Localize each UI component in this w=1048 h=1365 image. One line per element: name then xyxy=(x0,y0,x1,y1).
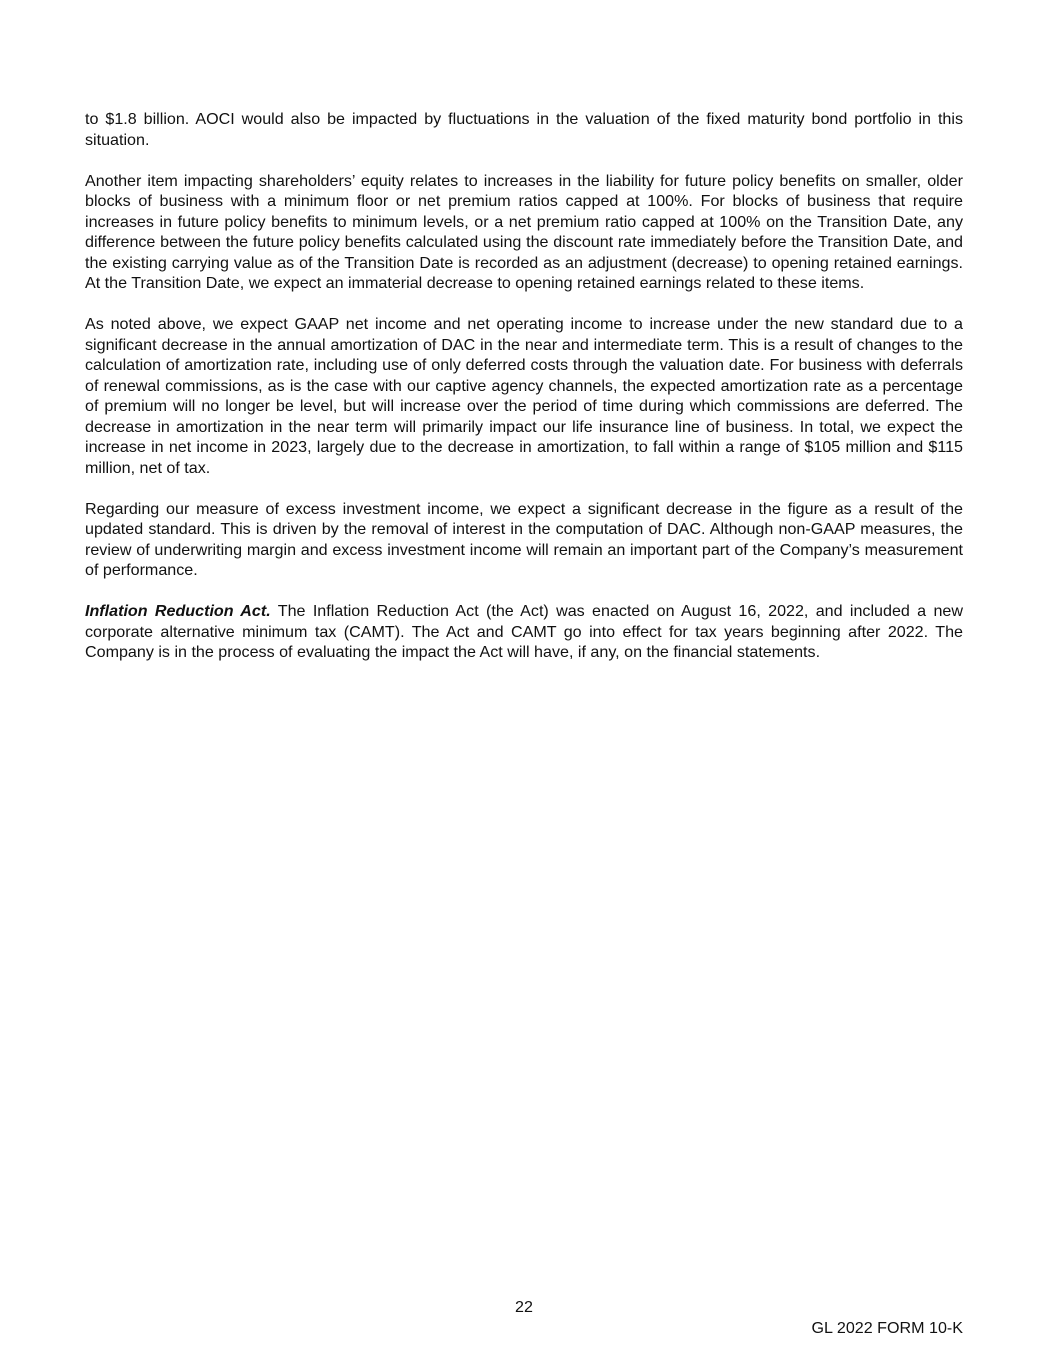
document-footer-label: GL 2022 FORM 10-K xyxy=(811,1319,963,1337)
inflation-reduction-act-heading: Inflation Reduction Act. xyxy=(85,602,271,620)
inflation-reduction-act-body: The Inflation Reduction Act (the Act) was enacted on August 16, 2022, and included a new corporate alternative minimum tax (CAMT). The Act and CAMT go into effect for tax years beginning after 2022. The Company is in the process of evaluating the impact the Act will have, if any, on the financial statements. xyxy=(85,602,963,661)
paragraph-shareholders-equity: Another item impacting shareholders’ equity relates to increases in the liability for future policy benefits on smaller, older blocks of business with a minimum floor or net premium ratios capped at 100%. For blocks of business that require increases in future policy benefits to minimum levels, or a net premium ratio capped at 100% on the Transition Date, any difference between the future policy benefits calculated using the discount rate immediately before the Transition Date, and the existing carrying value as of the Transition Date is recorded as an adjustment (decrease) to opening retained earnings. At the Transition Date, we expect an immaterial decrease to opening retained earnings related to these items. xyxy=(85,171,963,292)
page-body xyxy=(85,109,963,683)
paragraph-inflation-reduction-act xyxy=(85,601,963,663)
paragraph-net-income-impact: As noted above, we expect GAAP net income and net operating income to increase under the new standard due to a significant decrease in the annual amortization of DAC in the near and intermediate term. This is a result of changes to the calculation of amortization rate, including use of only deferred costs through the valuation date. For business with deferrals of renewal commissions, as is the case with our captive agency channels, the expected amortization rate as a percentage of premium will no longer be level, but will increase over the period of time during which commissions are deferred. The decrease in amortization in the near term will primarily impact our life insurance line of business. In total, we expect the increase in net income in 2023, largely due to the decrease in amortization, to fall within a range of $105 million and $115 million, net of tax. xyxy=(85,315,963,477)
paragraph-aoci-continuation: to $1.8 billion. AOCI would also be impacted by fluctuations in the valuation of the fixed maturity bond portfolio in this situation. xyxy=(85,110,963,149)
paragraph-excess-investment-income: Regarding our measure of excess investment income, we expect a significant decrease in the figure as a result of the updated standard. This is driven by the removal of interest in the computation of DAC. Although non-GAAP measures, the review of underwriting margin and excess investment income will remain an important part of the Company’s measurement of performance. xyxy=(85,499,963,579)
page-number: 22 xyxy=(515,1298,533,1316)
